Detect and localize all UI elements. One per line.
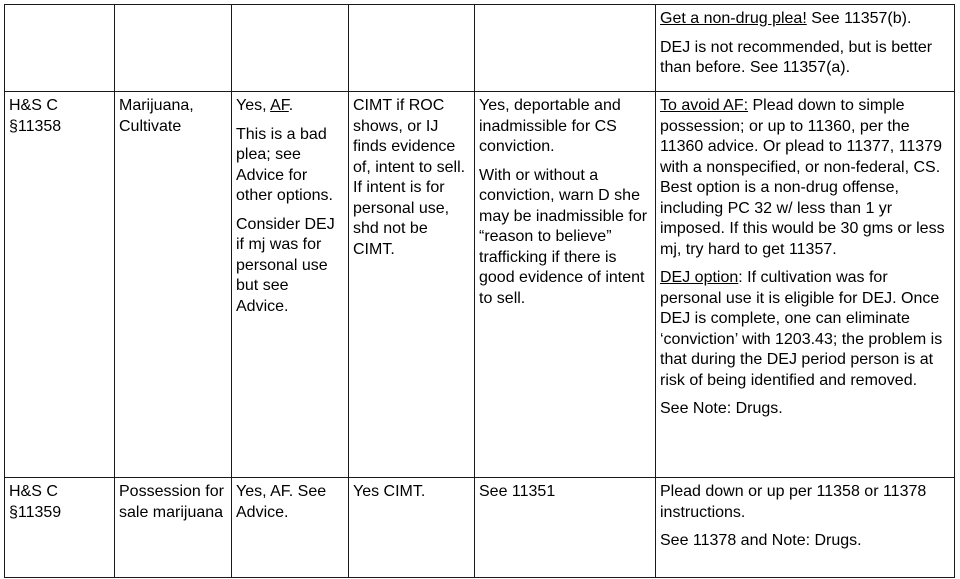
cimt-paragraph: Yes CIMT. xyxy=(353,483,426,500)
advice-paragraph: See 11378 and Note: Drugs. xyxy=(660,532,862,549)
code-cell xyxy=(5,478,115,578)
advice-text: Plead down to simple possession; or up to 11360, per the 11360 advice. Or plead to 11377, 11379 with a nonspecified, or non-federal, CS. Best option is a non-drug offense, including PC 32 w/ less than 1 yr imposed. If this would be 30 gms or less mj, try hard to get 11357. xyxy=(660,97,945,258)
advice-paragraph: Plead down or up per 11358 or 11378 instructions. xyxy=(660,483,927,521)
other-removal-cell xyxy=(475,92,656,478)
cimt-cell xyxy=(349,5,475,92)
other-removal-cell xyxy=(475,5,656,92)
advice-cell xyxy=(656,92,955,478)
cimt-paragraph: CIMT if ROC shows, or IJ finds evidence of, intent to sell. If intent is for personal use, shd not be CIMT. xyxy=(353,97,466,258)
af-paragraph xyxy=(236,215,344,318)
removal-paragraph: See 11351 xyxy=(479,483,556,500)
code-cell xyxy=(5,5,115,92)
code-text: H&S C §11358 xyxy=(9,97,62,135)
offense-text: Marijuana, Cultivate xyxy=(119,97,194,135)
advice-cell xyxy=(656,478,955,578)
aggravated-felony-cell xyxy=(232,92,349,478)
af-paragraph xyxy=(236,125,344,207)
advice-cell xyxy=(656,5,955,92)
advice-paragraph xyxy=(660,96,950,260)
af-text: This is a bad plea; see Advice for other options. xyxy=(236,125,333,204)
aggravated-felony-cell xyxy=(232,478,349,578)
af-text: Yes, xyxy=(236,97,271,114)
advice-underlined: To avoid AF: xyxy=(660,97,749,114)
table-row xyxy=(5,92,955,478)
code-cell xyxy=(5,92,115,478)
immigration-consequences-table xyxy=(4,4,955,578)
cimt-cell xyxy=(349,92,475,478)
advice-paragraph xyxy=(660,399,950,420)
table-row xyxy=(5,478,955,578)
offense-text: Possession for sale marijuana xyxy=(119,483,224,521)
other-removal-cell xyxy=(475,478,656,578)
af-paragraph xyxy=(236,96,344,117)
advice-paragraph xyxy=(660,9,950,30)
offense-cell xyxy=(115,5,232,92)
af-paragraph: Yes, AF. See Advice. xyxy=(236,483,327,521)
removal-paragraph: With or without a conviction, warn D she may be inadmissible for “reason to believe” trafficking if there is good evidence of intent to sell. xyxy=(479,166,648,307)
offense-cell xyxy=(115,478,232,578)
removal-paragraph: Yes, deportable and inadmissible for CS conviction. xyxy=(479,97,621,155)
cimt-cell xyxy=(349,478,475,578)
advice-text: DEJ is not recommended, but is better than before. See 11357(a). xyxy=(660,38,933,76)
advice-text: : If cultivation was for personal use it is eligible for DEJ. Once DEJ is complete, one can eliminate ‘conviction’ with 1203.43; the problem is that during the DEJ period person is at risk of being identified and removed. xyxy=(660,269,943,389)
table-row xyxy=(5,5,955,92)
offense-cell xyxy=(115,92,232,478)
af-suffix: . xyxy=(288,97,294,114)
advice-underlined: DEJ option xyxy=(660,269,739,286)
advice-text: See 11357(b). xyxy=(806,10,912,27)
advice-underlined: Get a non-drug plea! xyxy=(660,10,807,27)
advice-text: See Note: Drugs. xyxy=(660,400,783,417)
code-text: H&S C §11359 xyxy=(9,483,62,521)
aggravated-felony-cell xyxy=(232,5,349,92)
af-underlined: AF xyxy=(270,97,289,114)
advice-paragraph xyxy=(660,268,950,391)
af-text: Consider DEJ if mj was for personal use but see Advice. xyxy=(236,215,335,315)
advice-paragraph xyxy=(660,38,950,79)
